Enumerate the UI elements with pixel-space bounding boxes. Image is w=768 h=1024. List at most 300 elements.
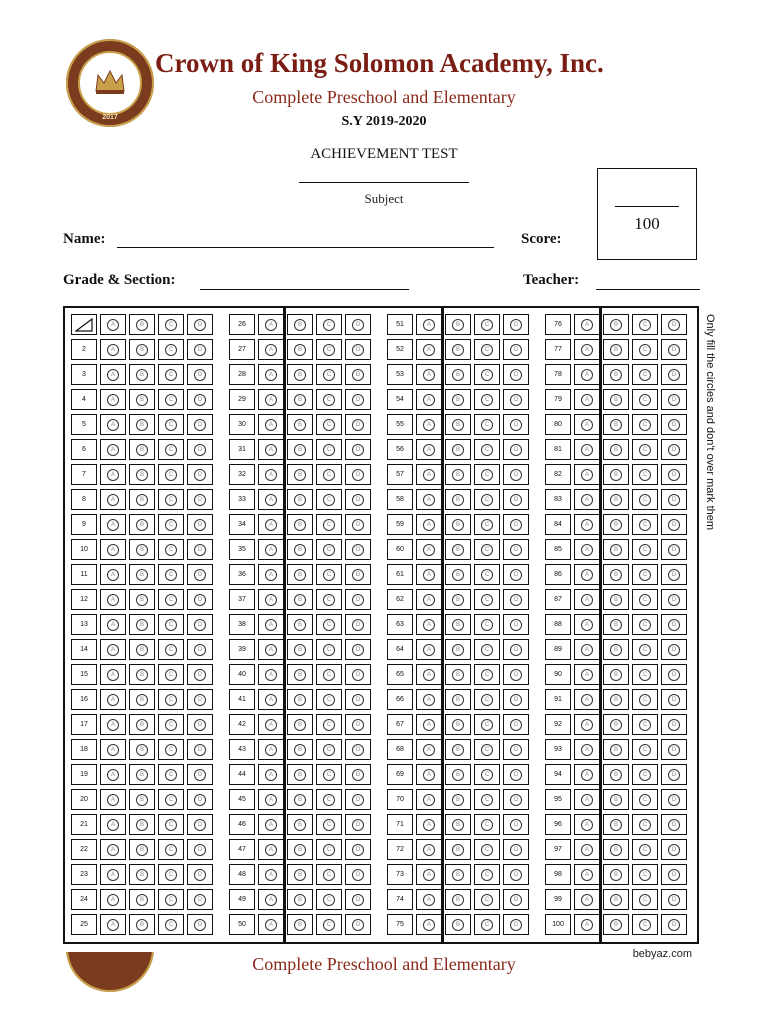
answer-bubble-b[interactable]: B bbox=[452, 469, 464, 481]
answer-bubble-d[interactable]: D bbox=[510, 644, 522, 656]
answer-bubble-d[interactable]: D bbox=[510, 844, 522, 856]
answer-bubble-b[interactable]: B bbox=[610, 894, 622, 906]
answer-bubble-c[interactable]: C bbox=[481, 919, 493, 931]
answer-bubble-b[interactable]: B bbox=[136, 769, 148, 781]
answer-bubble-c[interactable]: C bbox=[165, 494, 177, 506]
answer-bubble-d[interactable]: D bbox=[510, 419, 522, 431]
answer-bubble-b[interactable]: B bbox=[452, 419, 464, 431]
answer-bubble-d[interactable]: D bbox=[510, 444, 522, 456]
answer-bubble-c[interactable]: C bbox=[639, 469, 651, 481]
answer-bubble-c[interactable]: C bbox=[481, 544, 493, 556]
answer-bubble-b[interactable]: B bbox=[136, 419, 148, 431]
answer-bubble-b[interactable]: B bbox=[452, 894, 464, 906]
answer-bubble-b[interactable]: B bbox=[452, 569, 464, 581]
answer-bubble-c[interactable]: C bbox=[639, 619, 651, 631]
answer-bubble-a[interactable]: A bbox=[107, 894, 119, 906]
answer-bubble-a[interactable]: A bbox=[581, 819, 593, 831]
teacher-line[interactable] bbox=[596, 289, 700, 290]
answer-bubble-b[interactable]: B bbox=[294, 844, 306, 856]
answer-bubble-a[interactable]: A bbox=[107, 919, 119, 931]
answer-bubble-c[interactable]: C bbox=[165, 344, 177, 356]
answer-bubble-d[interactable]: D bbox=[194, 644, 206, 656]
answer-bubble-d[interactable]: D bbox=[510, 919, 522, 931]
answer-bubble-b[interactable]: B bbox=[136, 919, 148, 931]
answer-bubble-b[interactable]: B bbox=[610, 619, 622, 631]
answer-bubble-d[interactable]: D bbox=[510, 469, 522, 481]
answer-bubble-d[interactable]: D bbox=[668, 369, 680, 381]
answer-bubble-b[interactable]: B bbox=[136, 669, 148, 681]
answer-bubble-b[interactable]: B bbox=[452, 919, 464, 931]
answer-bubble-a[interactable]: A bbox=[423, 869, 435, 881]
answer-bubble-c[interactable]: C bbox=[639, 569, 651, 581]
answer-bubble-c[interactable]: C bbox=[481, 769, 493, 781]
answer-bubble-a[interactable]: A bbox=[423, 544, 435, 556]
answer-bubble-b[interactable]: B bbox=[136, 719, 148, 731]
answer-bubble-d[interactable]: D bbox=[352, 644, 364, 656]
answer-bubble-c[interactable]: C bbox=[639, 769, 651, 781]
answer-bubble-b[interactable]: B bbox=[136, 619, 148, 631]
answer-bubble-d[interactable]: D bbox=[194, 419, 206, 431]
answer-bubble-d[interactable]: D bbox=[352, 544, 364, 556]
answer-bubble-d[interactable]: D bbox=[668, 344, 680, 356]
answer-bubble-b[interactable]: B bbox=[136, 569, 148, 581]
answer-bubble-a[interactable]: A bbox=[581, 869, 593, 881]
answer-bubble-b[interactable]: B bbox=[294, 444, 306, 456]
answer-bubble-a[interactable]: A bbox=[265, 919, 277, 931]
answer-bubble-a[interactable]: A bbox=[423, 519, 435, 531]
answer-bubble-c[interactable]: C bbox=[481, 744, 493, 756]
answer-bubble-d[interactable]: D bbox=[668, 769, 680, 781]
answer-bubble-d[interactable]: D bbox=[668, 419, 680, 431]
answer-bubble-b[interactable]: B bbox=[294, 569, 306, 581]
answer-bubble-b[interactable]: B bbox=[452, 319, 464, 331]
answer-bubble-a[interactable]: A bbox=[107, 394, 119, 406]
grade-section-line[interactable] bbox=[200, 289, 409, 290]
answer-bubble-c[interactable]: C bbox=[481, 819, 493, 831]
answer-bubble-a[interactable]: A bbox=[265, 369, 277, 381]
answer-bubble-d[interactable]: D bbox=[352, 369, 364, 381]
answer-bubble-b[interactable]: B bbox=[294, 819, 306, 831]
name-line[interactable] bbox=[117, 247, 494, 248]
answer-bubble-a[interactable]: A bbox=[107, 494, 119, 506]
answer-bubble-b[interactable]: B bbox=[610, 694, 622, 706]
answer-bubble-d[interactable]: D bbox=[510, 619, 522, 631]
answer-bubble-a[interactable]: A bbox=[265, 869, 277, 881]
answer-bubble-c[interactable]: C bbox=[639, 894, 651, 906]
answer-bubble-a[interactable]: A bbox=[581, 744, 593, 756]
answer-bubble-a[interactable]: A bbox=[107, 319, 119, 331]
answer-bubble-d[interactable]: D bbox=[510, 719, 522, 731]
answer-bubble-c[interactable]: C bbox=[639, 444, 651, 456]
answer-bubble-c[interactable]: C bbox=[165, 644, 177, 656]
answer-bubble-d[interactable]: D bbox=[510, 694, 522, 706]
answer-bubble-c[interactable]: C bbox=[323, 744, 335, 756]
answer-bubble-c[interactable]: C bbox=[165, 419, 177, 431]
answer-bubble-b[interactable]: B bbox=[136, 394, 148, 406]
answer-bubble-b[interactable]: B bbox=[610, 394, 622, 406]
answer-bubble-c[interactable]: C bbox=[481, 419, 493, 431]
answer-bubble-c[interactable]: C bbox=[165, 369, 177, 381]
answer-bubble-b[interactable]: B bbox=[294, 469, 306, 481]
answer-bubble-d[interactable]: D bbox=[194, 669, 206, 681]
answer-bubble-a[interactable]: A bbox=[581, 344, 593, 356]
answer-bubble-b[interactable]: B bbox=[452, 344, 464, 356]
answer-bubble-c[interactable]: C bbox=[165, 469, 177, 481]
answer-bubble-b[interactable]: B bbox=[610, 919, 622, 931]
answer-bubble-c[interactable]: C bbox=[323, 569, 335, 581]
answer-bubble-b[interactable]: B bbox=[452, 494, 464, 506]
answer-bubble-c[interactable]: C bbox=[639, 544, 651, 556]
answer-bubble-a[interactable]: A bbox=[423, 694, 435, 706]
answer-bubble-a[interactable]: A bbox=[107, 594, 119, 606]
answer-bubble-d[interactable]: D bbox=[194, 319, 206, 331]
answer-bubble-a[interactable]: A bbox=[107, 719, 119, 731]
answer-bubble-b[interactable]: B bbox=[136, 469, 148, 481]
answer-bubble-b[interactable]: B bbox=[294, 669, 306, 681]
answer-bubble-c[interactable]: C bbox=[481, 719, 493, 731]
answer-bubble-c[interactable]: C bbox=[639, 844, 651, 856]
answer-bubble-a[interactable]: A bbox=[265, 469, 277, 481]
answer-bubble-b[interactable]: B bbox=[452, 369, 464, 381]
answer-bubble-a[interactable]: A bbox=[423, 744, 435, 756]
answer-bubble-a[interactable]: A bbox=[581, 844, 593, 856]
answer-bubble-d[interactable]: D bbox=[510, 594, 522, 606]
answer-bubble-b[interactable]: B bbox=[136, 444, 148, 456]
answer-bubble-b[interactable]: B bbox=[452, 544, 464, 556]
answer-bubble-a[interactable]: A bbox=[581, 444, 593, 456]
answer-bubble-c[interactable]: C bbox=[323, 544, 335, 556]
answer-bubble-a[interactable]: A bbox=[423, 394, 435, 406]
answer-bubble-d[interactable]: D bbox=[352, 319, 364, 331]
answer-bubble-a[interactable]: A bbox=[107, 569, 119, 581]
answer-bubble-d[interactable]: D bbox=[194, 844, 206, 856]
answer-bubble-d[interactable]: D bbox=[194, 494, 206, 506]
answer-bubble-c[interactable]: C bbox=[323, 794, 335, 806]
answer-bubble-c[interactable]: C bbox=[165, 769, 177, 781]
answer-bubble-b[interactable]: B bbox=[610, 769, 622, 781]
answer-bubble-c[interactable]: C bbox=[165, 444, 177, 456]
answer-bubble-a[interactable]: A bbox=[423, 919, 435, 931]
answer-bubble-a[interactable]: A bbox=[107, 769, 119, 781]
answer-bubble-d[interactable]: D bbox=[194, 444, 206, 456]
answer-bubble-d[interactable]: D bbox=[194, 744, 206, 756]
answer-bubble-c[interactable]: C bbox=[323, 519, 335, 531]
answer-bubble-d[interactable]: D bbox=[668, 519, 680, 531]
answer-bubble-a[interactable]: A bbox=[265, 569, 277, 581]
score-blank[interactable] bbox=[615, 206, 679, 207]
answer-bubble-c[interactable]: C bbox=[323, 394, 335, 406]
answer-bubble-d[interactable]: D bbox=[510, 319, 522, 331]
answer-bubble-c[interactable]: C bbox=[481, 469, 493, 481]
answer-bubble-a[interactable]: A bbox=[265, 769, 277, 781]
answer-bubble-d[interactable]: D bbox=[668, 894, 680, 906]
answer-bubble-d[interactable]: D bbox=[352, 419, 364, 431]
answer-bubble-b[interactable]: B bbox=[610, 594, 622, 606]
answer-bubble-c[interactable]: C bbox=[323, 319, 335, 331]
answer-bubble-c[interactable]: C bbox=[165, 819, 177, 831]
answer-bubble-b[interactable]: B bbox=[610, 819, 622, 831]
answer-bubble-b[interactable]: B bbox=[610, 494, 622, 506]
answer-bubble-a[interactable]: A bbox=[107, 619, 119, 631]
answer-bubble-a[interactable]: A bbox=[265, 844, 277, 856]
answer-bubble-d[interactable]: D bbox=[194, 694, 206, 706]
answer-bubble-c[interactable]: C bbox=[639, 669, 651, 681]
answer-bubble-a[interactable]: A bbox=[423, 844, 435, 856]
answer-bubble-a[interactable]: A bbox=[423, 719, 435, 731]
answer-bubble-d[interactable]: D bbox=[668, 844, 680, 856]
answer-bubble-b[interactable]: B bbox=[294, 319, 306, 331]
answer-bubble-a[interactable]: A bbox=[107, 544, 119, 556]
answer-bubble-b[interactable]: B bbox=[610, 719, 622, 731]
answer-bubble-b[interactable]: B bbox=[294, 644, 306, 656]
answer-bubble-d[interactable]: D bbox=[194, 544, 206, 556]
answer-bubble-b[interactable]: B bbox=[452, 669, 464, 681]
answer-bubble-c[interactable]: C bbox=[639, 519, 651, 531]
subject-line[interactable] bbox=[299, 182, 469, 183]
answer-bubble-b[interactable]: B bbox=[136, 369, 148, 381]
answer-bubble-c[interactable]: C bbox=[323, 444, 335, 456]
answer-bubble-a[interactable]: A bbox=[265, 394, 277, 406]
answer-bubble-a[interactable]: A bbox=[423, 444, 435, 456]
answer-bubble-d[interactable]: D bbox=[352, 919, 364, 931]
answer-bubble-a[interactable]: A bbox=[581, 569, 593, 581]
answer-bubble-d[interactable]: D bbox=[510, 869, 522, 881]
answer-bubble-d[interactable]: D bbox=[510, 819, 522, 831]
answer-bubble-c[interactable]: C bbox=[639, 419, 651, 431]
answer-bubble-b[interactable]: B bbox=[136, 894, 148, 906]
answer-bubble-a[interactable]: A bbox=[265, 419, 277, 431]
answer-bubble-d[interactable]: D bbox=[352, 394, 364, 406]
answer-bubble-d[interactable]: D bbox=[668, 594, 680, 606]
answer-bubble-c[interactable]: C bbox=[639, 794, 651, 806]
answer-bubble-c[interactable]: C bbox=[323, 419, 335, 431]
answer-bubble-d[interactable]: D bbox=[194, 344, 206, 356]
answer-bubble-d[interactable]: D bbox=[352, 569, 364, 581]
answer-bubble-d[interactable]: D bbox=[510, 544, 522, 556]
answer-bubble-d[interactable]: D bbox=[352, 744, 364, 756]
answer-bubble-b[interactable]: B bbox=[452, 394, 464, 406]
answer-bubble-b[interactable]: B bbox=[452, 444, 464, 456]
answer-bubble-c[interactable]: C bbox=[165, 519, 177, 531]
answer-bubble-b[interactable]: B bbox=[294, 519, 306, 531]
answer-bubble-b[interactable]: B bbox=[452, 769, 464, 781]
answer-bubble-d[interactable]: D bbox=[194, 369, 206, 381]
answer-bubble-c[interactable]: C bbox=[481, 594, 493, 606]
answer-bubble-a[interactable]: A bbox=[581, 619, 593, 631]
answer-bubble-d[interactable]: D bbox=[668, 469, 680, 481]
answer-bubble-d[interactable]: D bbox=[510, 394, 522, 406]
answer-bubble-b[interactable]: B bbox=[610, 569, 622, 581]
answer-bubble-c[interactable]: C bbox=[481, 569, 493, 581]
answer-bubble-d[interactable]: D bbox=[194, 894, 206, 906]
answer-bubble-d[interactable]: D bbox=[194, 619, 206, 631]
answer-bubble-b[interactable]: B bbox=[452, 794, 464, 806]
answer-bubble-a[interactable]: A bbox=[581, 394, 593, 406]
answer-bubble-c[interactable]: C bbox=[639, 819, 651, 831]
answer-bubble-c[interactable]: C bbox=[165, 569, 177, 581]
answer-bubble-c[interactable]: C bbox=[481, 494, 493, 506]
answer-bubble-b[interactable]: B bbox=[452, 594, 464, 606]
answer-bubble-b[interactable]: B bbox=[452, 719, 464, 731]
answer-bubble-d[interactable]: D bbox=[352, 869, 364, 881]
answer-bubble-b[interactable]: B bbox=[610, 344, 622, 356]
answer-bubble-a[interactable]: A bbox=[107, 444, 119, 456]
answer-bubble-c[interactable]: C bbox=[639, 369, 651, 381]
answer-bubble-c[interactable]: C bbox=[323, 469, 335, 481]
answer-bubble-b[interactable]: B bbox=[610, 844, 622, 856]
answer-bubble-d[interactable]: D bbox=[668, 644, 680, 656]
answer-bubble-b[interactable]: B bbox=[452, 519, 464, 531]
answer-bubble-c[interactable]: C bbox=[481, 844, 493, 856]
answer-bubble-a[interactable]: A bbox=[581, 419, 593, 431]
answer-bubble-b[interactable]: B bbox=[294, 619, 306, 631]
answer-bubble-a[interactable]: A bbox=[581, 769, 593, 781]
answer-bubble-c[interactable]: C bbox=[323, 894, 335, 906]
answer-bubble-a[interactable]: A bbox=[265, 444, 277, 456]
answer-bubble-c[interactable]: C bbox=[165, 844, 177, 856]
answer-bubble-d[interactable]: D bbox=[194, 794, 206, 806]
answer-bubble-a[interactable]: A bbox=[423, 644, 435, 656]
answer-bubble-b[interactable]: B bbox=[136, 544, 148, 556]
answer-bubble-a[interactable]: A bbox=[265, 694, 277, 706]
answer-bubble-c[interactable]: C bbox=[165, 319, 177, 331]
answer-bubble-c[interactable]: C bbox=[165, 919, 177, 931]
answer-bubble-c[interactable]: C bbox=[323, 719, 335, 731]
answer-bubble-b[interactable]: B bbox=[610, 544, 622, 556]
answer-bubble-c[interactable]: C bbox=[481, 644, 493, 656]
answer-bubble-b[interactable]: B bbox=[294, 394, 306, 406]
answer-bubble-b[interactable]: B bbox=[610, 444, 622, 456]
answer-bubble-b[interactable]: B bbox=[136, 519, 148, 531]
answer-bubble-d[interactable]: D bbox=[352, 669, 364, 681]
answer-bubble-b[interactable]: B bbox=[452, 844, 464, 856]
answer-bubble-a[interactable]: A bbox=[423, 344, 435, 356]
answer-bubble-b[interactable]: B bbox=[294, 744, 306, 756]
answer-bubble-a[interactable]: A bbox=[265, 669, 277, 681]
answer-bubble-d[interactable]: D bbox=[510, 794, 522, 806]
answer-bubble-b[interactable]: B bbox=[452, 619, 464, 631]
answer-bubble-a[interactable]: A bbox=[581, 544, 593, 556]
answer-bubble-a[interactable]: A bbox=[265, 494, 277, 506]
answer-bubble-b[interactable]: B bbox=[610, 319, 622, 331]
answer-bubble-a[interactable]: A bbox=[581, 494, 593, 506]
answer-bubble-b[interactable]: B bbox=[610, 669, 622, 681]
answer-bubble-c[interactable]: C bbox=[165, 894, 177, 906]
answer-bubble-b[interactable]: B bbox=[294, 594, 306, 606]
answer-bubble-a[interactable]: A bbox=[581, 519, 593, 531]
answer-bubble-b[interactable]: B bbox=[294, 894, 306, 906]
answer-bubble-a[interactable]: A bbox=[423, 819, 435, 831]
answer-bubble-c[interactable]: C bbox=[481, 519, 493, 531]
answer-bubble-c[interactable]: C bbox=[481, 894, 493, 906]
answer-bubble-c[interactable]: C bbox=[323, 669, 335, 681]
answer-bubble-a[interactable]: A bbox=[107, 344, 119, 356]
answer-bubble-c[interactable]: C bbox=[323, 919, 335, 931]
answer-bubble-b[interactable]: B bbox=[294, 794, 306, 806]
answer-bubble-b[interactable]: B bbox=[294, 869, 306, 881]
answer-bubble-b[interactable]: B bbox=[452, 744, 464, 756]
answer-bubble-a[interactable]: A bbox=[423, 419, 435, 431]
answer-bubble-d[interactable]: D bbox=[510, 494, 522, 506]
answer-bubble-d[interactable]: D bbox=[194, 869, 206, 881]
answer-bubble-c[interactable]: C bbox=[165, 394, 177, 406]
answer-bubble-a[interactable]: A bbox=[107, 369, 119, 381]
answer-bubble-b[interactable]: B bbox=[610, 419, 622, 431]
answer-bubble-a[interactable]: A bbox=[581, 319, 593, 331]
answer-bubble-c[interactable]: C bbox=[165, 669, 177, 681]
answer-bubble-a[interactable]: A bbox=[265, 819, 277, 831]
answer-bubble-b[interactable]: B bbox=[294, 719, 306, 731]
answer-bubble-d[interactable]: D bbox=[668, 744, 680, 756]
answer-bubble-b[interactable]: B bbox=[610, 794, 622, 806]
answer-bubble-d[interactable]: D bbox=[352, 494, 364, 506]
answer-bubble-d[interactable]: D bbox=[194, 769, 206, 781]
answer-bubble-c[interactable]: C bbox=[639, 869, 651, 881]
answer-bubble-b[interactable]: B bbox=[136, 644, 148, 656]
answer-bubble-a[interactable]: A bbox=[581, 669, 593, 681]
answer-bubble-c[interactable]: C bbox=[165, 794, 177, 806]
answer-bubble-a[interactable]: A bbox=[107, 694, 119, 706]
answer-bubble-a[interactable]: A bbox=[107, 469, 119, 481]
answer-bubble-b[interactable]: B bbox=[452, 694, 464, 706]
answer-bubble-a[interactable]: A bbox=[265, 744, 277, 756]
answer-bubble-d[interactable]: D bbox=[510, 669, 522, 681]
answer-bubble-a[interactable]: A bbox=[107, 794, 119, 806]
answer-bubble-d[interactable]: D bbox=[352, 819, 364, 831]
answer-bubble-c[interactable]: C bbox=[481, 319, 493, 331]
answer-bubble-a[interactable]: A bbox=[423, 794, 435, 806]
answer-bubble-a[interactable]: A bbox=[581, 794, 593, 806]
answer-bubble-b[interactable]: B bbox=[610, 744, 622, 756]
answer-bubble-a[interactable]: A bbox=[581, 369, 593, 381]
answer-bubble-c[interactable]: C bbox=[481, 394, 493, 406]
answer-bubble-d[interactable]: D bbox=[510, 344, 522, 356]
answer-bubble-a[interactable]: A bbox=[581, 894, 593, 906]
answer-bubble-c[interactable]: C bbox=[323, 869, 335, 881]
answer-bubble-d[interactable]: D bbox=[352, 519, 364, 531]
answer-bubble-d[interactable]: D bbox=[352, 694, 364, 706]
answer-bubble-c[interactable]: C bbox=[323, 344, 335, 356]
answer-bubble-d[interactable]: D bbox=[352, 594, 364, 606]
answer-bubble-d[interactable]: D bbox=[668, 819, 680, 831]
answer-bubble-c[interactable]: C bbox=[639, 694, 651, 706]
answer-bubble-a[interactable]: A bbox=[107, 669, 119, 681]
answer-bubble-b[interactable]: B bbox=[452, 819, 464, 831]
answer-bubble-d[interactable]: D bbox=[668, 494, 680, 506]
answer-bubble-d[interactable]: D bbox=[510, 569, 522, 581]
answer-bubble-c[interactable]: C bbox=[323, 644, 335, 656]
answer-bubble-d[interactable]: D bbox=[194, 819, 206, 831]
answer-bubble-d[interactable]: D bbox=[352, 719, 364, 731]
answer-bubble-c[interactable]: C bbox=[481, 694, 493, 706]
answer-bubble-d[interactable]: D bbox=[668, 794, 680, 806]
answer-bubble-c[interactable]: C bbox=[639, 494, 651, 506]
answer-bubble-b[interactable]: B bbox=[294, 494, 306, 506]
answer-bubble-b[interactable]: B bbox=[452, 644, 464, 656]
answer-bubble-d[interactable]: D bbox=[352, 444, 364, 456]
answer-bubble-a[interactable]: A bbox=[423, 594, 435, 606]
answer-bubble-b[interactable]: B bbox=[136, 594, 148, 606]
answer-bubble-c[interactable]: C bbox=[165, 694, 177, 706]
answer-bubble-b[interactable]: B bbox=[610, 869, 622, 881]
answer-bubble-b[interactable]: B bbox=[136, 319, 148, 331]
answer-bubble-d[interactable]: D bbox=[352, 344, 364, 356]
answer-bubble-d[interactable]: D bbox=[352, 469, 364, 481]
answer-bubble-d[interactable]: D bbox=[668, 619, 680, 631]
answer-bubble-c[interactable]: C bbox=[323, 844, 335, 856]
answer-bubble-a[interactable]: A bbox=[423, 669, 435, 681]
answer-bubble-d[interactable]: D bbox=[510, 519, 522, 531]
